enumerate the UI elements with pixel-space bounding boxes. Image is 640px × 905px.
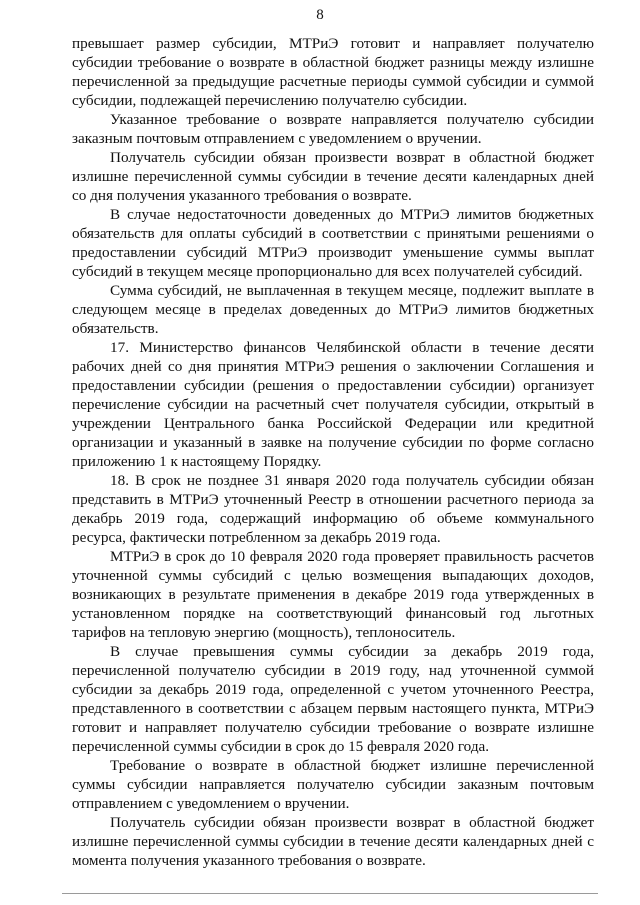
paragraph-final-return: Получатель субсидии обязан произвести возврат в областной бюджет излишне перечисленной суммы субсидии в течение десяти календарных дней с момента получения указанного требования о возврате.: [72, 814, 594, 869]
paragraph-return-obligation: Получатель субсидии обязан произвести возврат в областной бюджет излишне перечисленной суммы субсидии в течение десяти календарных дней со дня получения указанного требования о возврате.: [72, 149, 594, 204]
paragraph-insufficient-limits: В случае недостаточности доведенных до МТРиЭ лимитов бюджетных обязательств для оплаты субсидий в соответствии с принятыми решениями о предоставлении субсидий МТРиЭ производит уменьшение суммы выплат субсидий в текущем месяце пропорционально для всех получателей субсидий.: [72, 206, 594, 280]
paragraph-unpaid-amount: Сумма субсидий, не выплаченная в текущем месяце, подлежит выплате в следующем месяце в пределах доведенных до МТРиЭ лимитов бюджетных обязательств.: [72, 282, 594, 337]
paragraph-clause-17: 17. Министерство финансов Челябинской области в течение десяти рабочих дней со дня принятия МТРиЭ решения о заключении Соглашения и предоставлении субсидии (решения о предоставлении субсидии) организует перечисление субсидии на расчетный счет получателя субсидии, открытый в учреждении Центрального банка Российской Федерации или кредитной организации и указанный в заявке на получение субсидии по форме согласно приложению 1 к настоящему Порядку.: [72, 339, 594, 470]
document-body: [72, 34, 594, 870]
page-bottom-rule: [62, 893, 598, 894]
paragraph-clause-18: 18. В срок не позднее 31 января 2020 года получатель субсидии обязан представить в МТРиЭ уточненный Реестр в отношении расчетного периода за декабрь 2019 года, содержащий информацию об объеме коммунального ресурса, фактически потребленном за декабрь 2019 года.: [72, 472, 594, 546]
paragraph-verification: МТРиЭ в срок до 10 февраля 2020 года проверяет правильность расчетов уточненной суммы субсидий с целью возмещения выпадающих доходов, возникающих в результате применения в декабре 2019 года утвержденных в установленном порядке на соответствующий финансовый год льготных тарифов на тепловую энергию (мощность), теплоноситель.: [72, 548, 594, 641]
paragraph-continuation: превышает размер субсидии, МТРиЭ готовит и направляет получателю субсидии требование о возврате в областной бюджет разницы между излишне перечисленной за предыдущие расчетные периоды суммой субсидии и суммой субсидии, подлежащей перечислению получателю субсидии.: [72, 35, 594, 109]
paragraph-excess-case: В случае превышения суммы субсидии за декабрь 2019 года, перечисленной получателю субсидии в 2019 году, над уточненной суммой субсидии за декабрь 2019 года, определенной с учетом уточненного Реестра, представленного в соответствии с абзацем первым настоящего пункта, МТРиЭ готовит и направляет получателю субсидии требование о возврате излишне перечисленной суммы субсидии в срок до 15 февраля 2020 года.: [72, 643, 594, 755]
paragraph-demand-delivery: Требование о возврате в областной бюджет излишне перечисленной суммы субсидии направляется получателю субсидии заказным почтовым отправлением с уведомлением о вручении.: [72, 757, 594, 812]
page-number: 8: [316, 7, 324, 23]
paragraph-return-demand-delivery: Указанное требование о возврате направляется получателю субсидии заказным почтовым отправлением с уведомлением о вручении.: [72, 111, 594, 147]
